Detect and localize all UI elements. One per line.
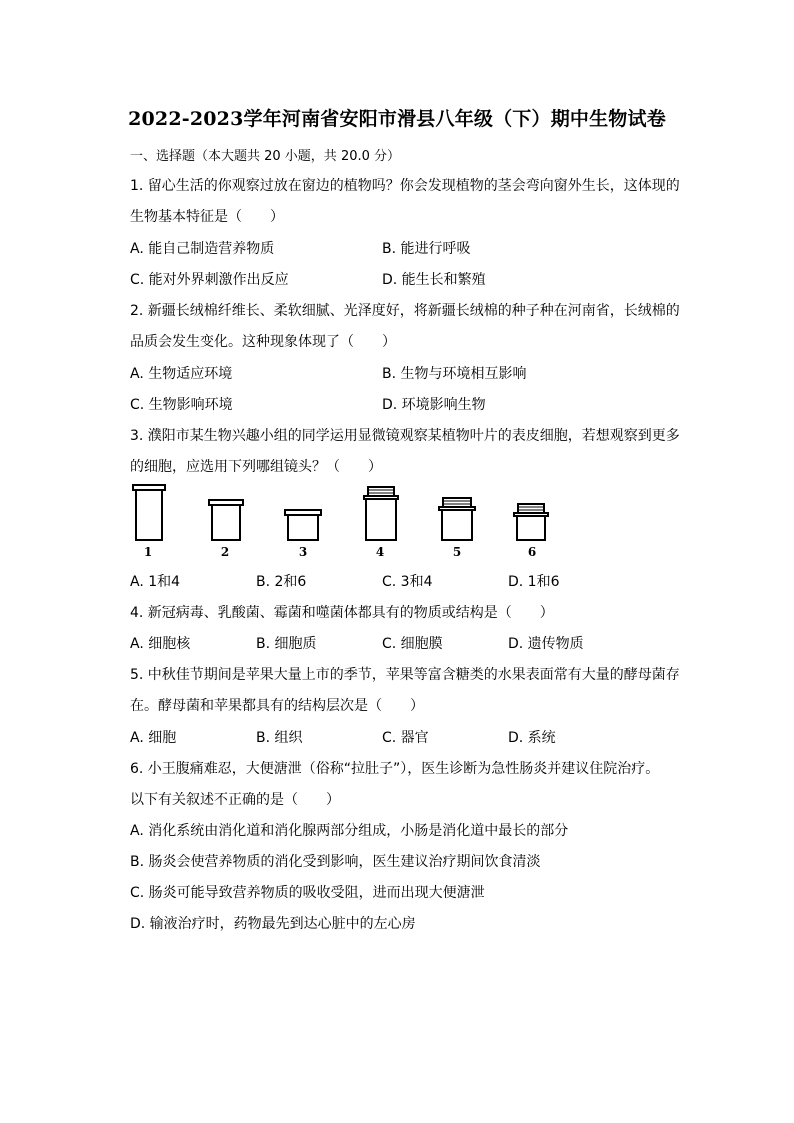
page-title: 2022-2023学年河南省安阳市滑县八年级（下）期中生物试卷 — [128, 108, 666, 130]
q2-stem-line1: 2. 新疆长绒棉纤维长、柔软细腻、光泽度好，将新疆长绒棉的种子种在河南省，长绒棉的 — [130, 303, 680, 319]
q3-option-c: C. 3和4 — [382, 574, 433, 590]
lens-label-5: 5 — [452, 545, 462, 559]
q5-option-c: C. 器官 — [382, 730, 429, 746]
q2-option-a: A. 生物适应环境 — [130, 366, 233, 382]
q1-option-c: C. 能对外界刺激作出反应 — [130, 272, 289, 288]
q6-stem-line2: 以下有关叙述不正确的是（ ） — [130, 792, 340, 808]
q5-option-d: D. 系统 — [508, 730, 556, 746]
q5-option-b: B. 组织 — [256, 730, 303, 746]
lens-label-4: 4 — [375, 545, 385, 559]
q6-option-b: B. 肠炎会使营养物质的消化受到影响，医生建议治疗期间饮食清淡 — [130, 854, 541, 870]
q2-option-b: B. 生物与环境相互影响 — [382, 366, 527, 382]
lens-6-objective — [514, 504, 548, 540]
lens-2-eyepiece — [209, 500, 243, 540]
q2-option-d: D. 环境影响生物 — [382, 397, 486, 413]
lens-3-eyepiece — [285, 510, 321, 540]
q5-stem-line1: 5. 中秋佳节期间是苹果大量上市的季节，苹果等富含糖类的水果表面常有大量的酵母菌存 — [130, 667, 680, 683]
q6-stem-line1: 6. 小王腹痛难忍，大便溏泄（俗称“拉肚子”），医生诊断为急性肠炎并建议住院治疗。 — [130, 761, 660, 777]
q4-option-a: A. 细胞核 — [130, 636, 191, 652]
q3-option-d: D. 1和6 — [508, 574, 560, 590]
q1-option-d: D. 能生长和繁殖 — [382, 272, 486, 288]
lens-label-6: 6 — [527, 545, 537, 559]
q4-option-d: D. 遗传物质 — [508, 636, 584, 652]
q6-option-c: C. 肠炎可能导致营养物质的吸收受阻，进而出现大便溏泄 — [130, 885, 485, 901]
lens-4-objective — [364, 487, 398, 540]
q3-stem-line1: 3. 濮阳市某生物兴趣小组的同学运用显微镜观察某植物叶片的表皮细胞，若想观察到更多 — [130, 428, 680, 444]
microscope-lens-figure — [126, 481, 566, 563]
lens-label-3: 3 — [298, 545, 308, 559]
q3-option-a: A. 1和4 — [130, 574, 181, 590]
q3-option-b: B. 2和6 — [256, 574, 307, 590]
lens-1-eyepiece — [133, 485, 165, 540]
q4-stem-line1: 4. 新冠病毒、乳酸菌、霉菌和噬菌体都具有的物质或结构是（ ） — [130, 605, 554, 621]
lens-5-objective — [439, 498, 475, 540]
q3-stem-line2: 的细胞，应选用下列哪组镜头？（ ） — [130, 459, 382, 475]
q6-option-a: A. 消化系统由消化道和消化腺两部分组成，小肠是消化道中最长的部分 — [130, 823, 569, 839]
q1-stem-line2: 生物基本特征是（ ） — [130, 209, 284, 225]
lens-label-1: 1 — [143, 545, 153, 559]
q5-option-a: A. 细胞 — [130, 730, 177, 746]
section-heading: 一、选择题（本大题共 20 小题，共 20.0 分） — [130, 149, 401, 164]
q4-option-b: B. 细胞质 — [256, 636, 317, 652]
q1-stem-line1: 1. 留心生活的你观察过放在窗边的植物吗？你会发现植物的茎会弯向窗外生长，这体现的 — [130, 178, 680, 194]
lens-label-2: 2 — [220, 545, 230, 559]
q2-option-c: C. 生物影响环境 — [130, 397, 233, 413]
q6-option-d: D. 输液治疗时，药物最先到达心脏中的左心房 — [130, 916, 416, 932]
q1-option-b: B. 能进行呼吸 — [382, 241, 471, 257]
q4-option-c: C. 细胞膜 — [382, 636, 443, 652]
q2-stem-line2: 品质会发生变化。这种现象体现了（ ） — [130, 334, 396, 350]
q5-stem-line2: 在。酵母菌和苹果都具有的结构层次是（ ） — [130, 698, 424, 714]
q1-option-a: A. 能自己制造营养物质 — [130, 241, 275, 257]
